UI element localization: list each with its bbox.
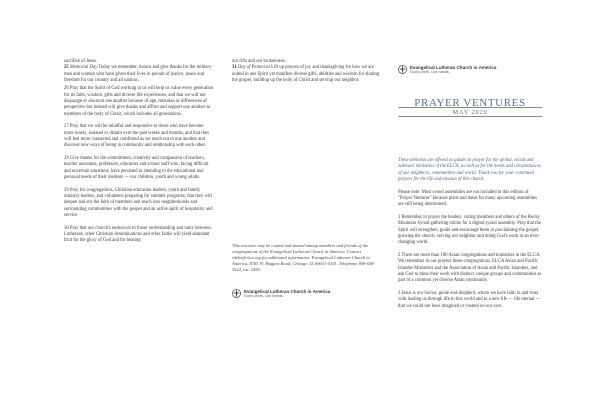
para-number: 25 <box>64 65 69 71</box>
para-29: 29 Pray for congregations, Christian education leaders, youth and family ministry leaders, and volunteers preparing for summer programs, that they will deepen and stir the faith of members and reach into neighborhoods and surrounding communities with the gospel and an active spirit of hospitality and service. <box>64 187 213 219</box>
column-middle <box>232 59 384 91</box>
cross-icon <box>398 65 407 74</box>
cross-icon <box>232 289 241 298</box>
elca-logo-bottom <box>232 289 330 298</box>
logo-name: Evangelical Lutheran Church in America <box>244 289 331 294</box>
logo-tagline: God's work. Our hands. <box>244 294 284 298</box>
intro-text: These petitions are offered as guides to prayer for the global, social and outreach ministries of the ELCA, as well as for the needs and circumstances of our neighbors, communities and world. Thank you for your continued prayers for the life and mission of this church. <box>398 158 541 183</box>
title-rule <box>398 107 542 108</box>
para-continuation: sacrifice of Jesus. 25 Memorial Day Today we remember, mourn and give thanks for the military men and women who have given their lives in pursuit of justice, peace and freedom for our country and all nations. <box>64 59 212 84</box>
para-1: 1 Remember in prayer the leaders, voting members and others of the Rocky Mountain Synod gathering online for a digital synod assembly. Pray that the Spirit will strengthen, guide and encourage them in proclaiming the gospel, growing the church, serving our neighbor and doing God's work in an ever-changing world. <box>398 215 541 246</box>
para-number: 31 <box>232 65 237 71</box>
para-2: 2 There are more than 180 Asian congregations and ministries in the ELCA. We remember in our prayers these congregations, ELCA Asian and Pacific Islander Ministries and the Association of Asian and Pacific Islanders, and ask God to bless their work with distinct, unique groups and communities as part of a common yet diverse Asian community. <box>398 253 542 284</box>
title-date: MAY 2020 <box>452 109 488 116</box>
para-title: Memorial Day <box>69 65 98 71</box>
para-title: Day of Pentecost <box>237 65 270 71</box>
para-27: 27 Pray that we will be mindful and responsive to those who have become more lonely, isolated or distant over the past weeks and months, and that they will feel more connected and comforted as we reach out to one another and discover new ways of being in community and relationship with each other. <box>64 124 210 149</box>
logo-tagline: God's work. Our hands. <box>410 70 450 74</box>
notice-text: Please note: Most synod assemblies are not included in this edition of "Prayer Ventures" because plans and dates for many upcoming assemblies are still being determined. <box>398 189 537 208</box>
title-rule <box>398 116 542 117</box>
copyright-note: This resource may be copied and shared among members and friends of the congregations of the Evangelical Lutheran Church in America. Contact rdeliz@elca.org for additional information. Evangelical Lutheran Church in America, 8765 W. Higgins Road, Chicago, IL 60631-4101. Telephone 800-638-3522, ext. 2450. <box>232 243 375 273</box>
elca-logo-top <box>398 65 496 74</box>
para-26: 26 Pray that the Spirit of God working in us will help us value every generation for its faith, wisdom, gifts and diverse life experiences, and that we will not disparage or discount one another because of age, mistakes or differences of perspective but instead will give thanks and affirm and support one another as members of the body of Christ, which includes all generations. <box>64 86 214 117</box>
para-3: 3 Jesus is our Savior, guide and shepherd, whom we have faith in and trust with leading us through life in this world and to a new life — life eternal — that we could not have imagined or created on our own. <box>398 291 541 309</box>
title-main: PRAYER VENTURES <box>414 97 526 109</box>
column-right <box>398 158 542 316</box>
column-left <box>64 59 214 251</box>
logo-name: Evangelical Lutheran Church in America <box>410 65 497 70</box>
para-28: 28 Give thanks for the commitment, creativity and compassion of teachers, teacher assistants, professors, educators and school staff who, facing difficult and uncertain situations, have persisted in attending to the educational and personal needs of their students — our children, youth and young adults. <box>64 156 209 181</box>
para-continuation: our rifts and our brokenness. 31 Day of Pentecost Lift up prayers of joy and thanksgiving for how we are united in one Spirit yet manifest diverse gifts, abilities and wisdom for sharing the gospel, building up the body of Christ and serving our neighbor. <box>232 59 380 84</box>
para-30: 30 Pray that our church's endeavors to foster understanding and unity between Lutherans, other Christian denominations and other faiths will yield abundant fruit for the glory of God and for healing <box>64 225 211 244</box>
